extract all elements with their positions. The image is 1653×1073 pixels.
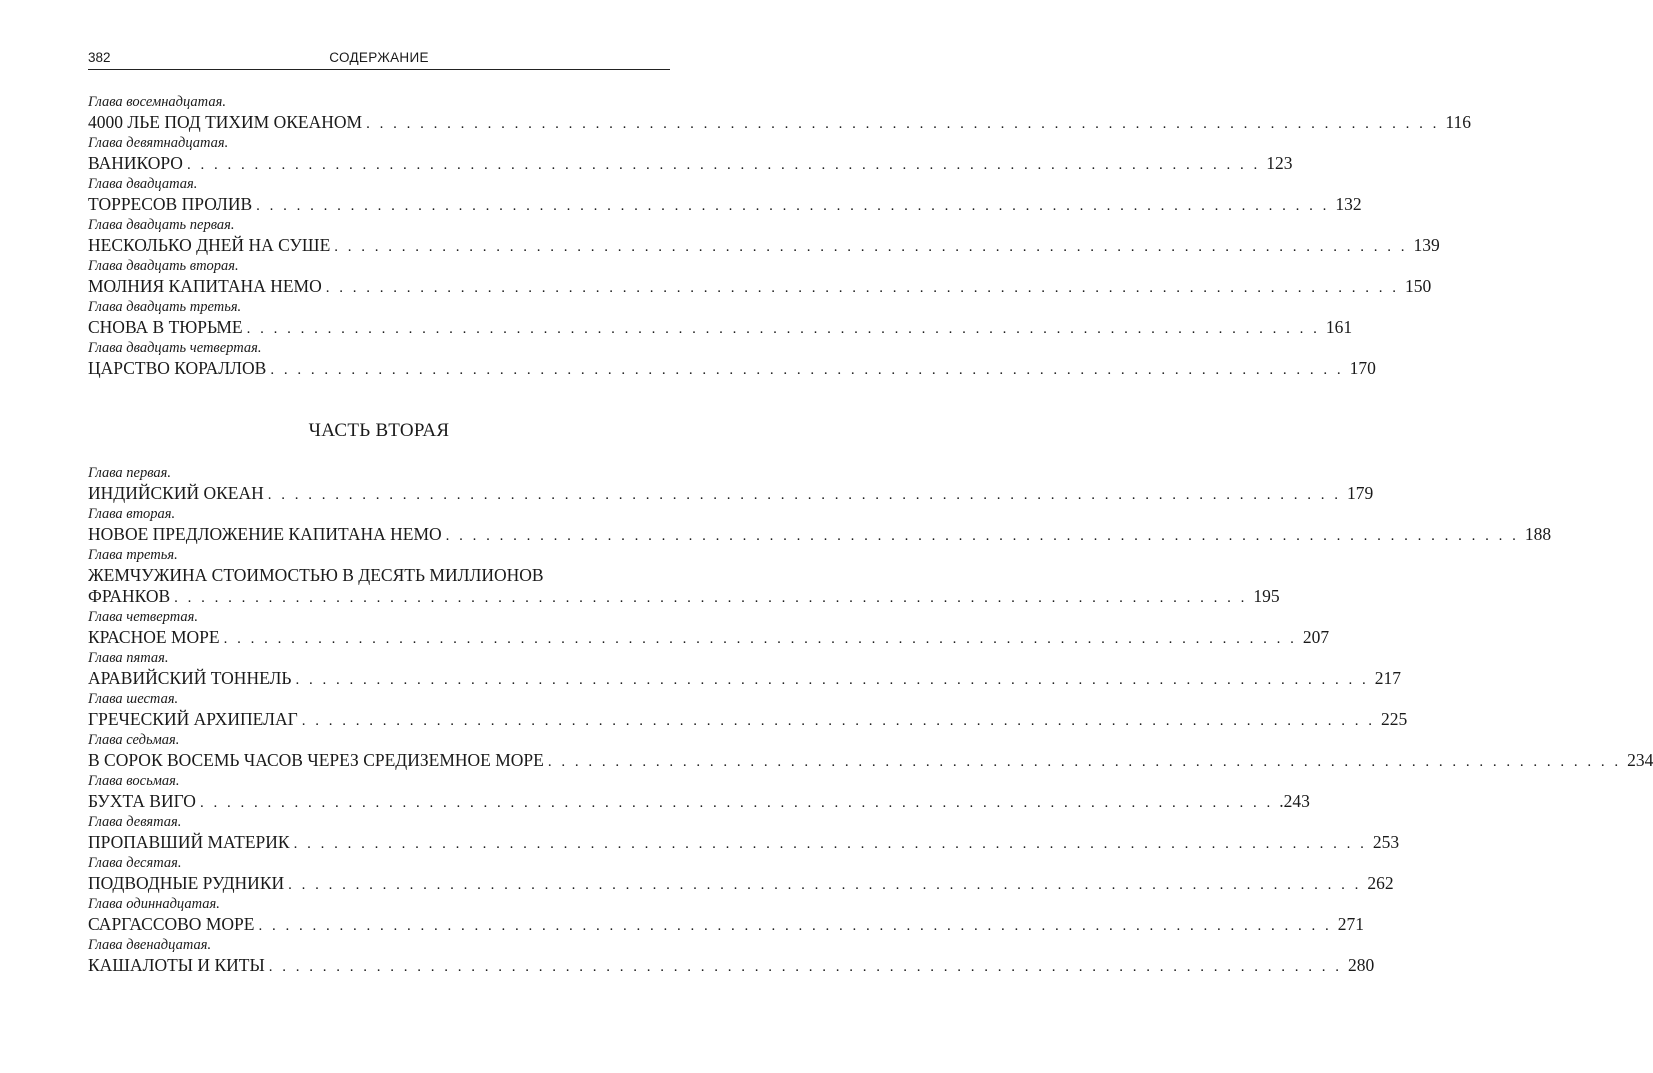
toc-entry bbox=[88, 133, 1293, 174]
dot-leader: . . . . . . . . . . . . . . . . . . . . . . . . . . . . . . . . . . . . . . . . . . . . . . . . . . . . . . . . . . . . . . . . . . . . . . . . . . . . . . . . bbox=[295, 672, 1369, 688]
chapter-title: КРАСНОЕ МОРЕ bbox=[88, 627, 220, 647]
part-two-heading: ЧАСТЬ ВТОРАЯ bbox=[308, 420, 450, 441]
page-ref: 188 bbox=[1524, 524, 1552, 544]
chapter-title-line1: ЖЕМЧУЖИНА СТОИМОСТЬЮ В ДЕСЯТЬ МИЛЛИОНОВ bbox=[88, 565, 544, 585]
page-number: 382 bbox=[88, 50, 111, 65]
dot-leader: . . . . . . . . . . . . . . . . . . . . . . . . . . . . . . . . . . . . . . . . . . . . . . . . . . . . . . . . . . . . . . . . . . . . . . . . . . . . . . . . bbox=[256, 198, 1330, 214]
chapter-title: НОВОЕ ПРЕДЛОЖЕНИЕ КАПИТАНА НЕМО bbox=[88, 524, 442, 544]
page-ref: 271 bbox=[1337, 914, 1364, 934]
toc-entry bbox=[88, 338, 1376, 379]
dot-leader: . . . . . . . . . . . . . . . . . . . . . . . . . . . . . . . . . . . . . . . . . . . . . . . . . . . . . . . . . . . . . . . . . . . . . . . . . . . . . . . . bbox=[174, 590, 1248, 606]
chapter-label: Глава седьмая. bbox=[88, 732, 180, 748]
toc-entry bbox=[88, 689, 1408, 730]
chapter-label: Глава восьмая. bbox=[88, 773, 180, 789]
toc-entry bbox=[88, 174, 1362, 215]
page-ref: 123 bbox=[1266, 153, 1293, 173]
chapter-title: СНОВА В ТЮРЬМЕ bbox=[88, 317, 243, 337]
header-rule bbox=[88, 69, 670, 70]
chapter-title: КАШАЛОТЫ И КИТЫ bbox=[88, 955, 265, 975]
dot-leader: . . . . . . . . . . . . . . . . . . . . . . . . . . . . . . . . . . . . . . . . . . . . . . . . . . . . . . . . . . . . . . . . . . . . . . . . . . . . . . . . bbox=[199, 795, 1274, 811]
dot-leader: . . . . . . . . . . . . . . . . . . . . . . . . . . . . . . . . . . . . . . . . . . . . . . . . . . . . . . . . . . . . . . . . . . . . . . . . . . . . . . . . bbox=[223, 631, 1297, 647]
chapter-title: ЦАРСТВО КОРАЛЛОВ bbox=[88, 358, 267, 378]
toc-entry bbox=[88, 648, 1401, 689]
chapter-label: Глава двадцать третья. bbox=[88, 299, 242, 315]
dot-leader: . . . . . . . . . . . . . . . . . . . . . . . . . . . . . . . . . . . . . . . . . . . . . . . . . . . . . . . . . . . . . . . . . . . . . . . . . . . . . . . . bbox=[267, 487, 1342, 503]
toc-entry bbox=[88, 771, 1310, 812]
page-ref: 280 bbox=[1347, 955, 1375, 975]
dot-leader: . . . . . . . . . . . . . . . . . . . . . . . . . . . . . . . . . . . . . . . . . . . . . . . . . . . . . . . . . . . . . . . . . . . . . . . . . . . . . . . . bbox=[334, 239, 1408, 255]
chapter-label: Глава восемнадцатая. bbox=[88, 94, 226, 110]
page-ref: 225 bbox=[1380, 709, 1408, 729]
page-ref: 132 bbox=[1335, 194, 1362, 214]
toc-entry bbox=[88, 853, 1394, 894]
toc-entry bbox=[88, 463, 1374, 504]
chapter-label: Глава девятая. bbox=[88, 814, 182, 830]
page-ref: 262 bbox=[1367, 873, 1394, 893]
dot-leader: . . . . . . . . . . . . . . . . . . . . . . . . . . . . . . . . . . . . . . . . . . . . . . . . . . . . . . . . . . . . . . . . . . . . . . . . . . . . . . . . bbox=[293, 836, 1367, 852]
chapter-title: МОЛНИЯ КАПИТАНА НЕМО bbox=[88, 276, 322, 296]
chapter-label: Глава пятая. bbox=[88, 650, 169, 666]
chapter-title: ФРАНКОВ bbox=[88, 586, 171, 606]
chapter-title: ГРЕЧЕСКИЙ АРХИПЕЛАГ bbox=[88, 709, 298, 729]
running-title: СОДЕРЖАНИЕ bbox=[329, 50, 429, 65]
toc-entry bbox=[88, 92, 1471, 133]
chapter-title: АРАВИЙСКИЙ ТОННЕЛЬ bbox=[88, 668, 292, 688]
chapter-label: Глава шестая. bbox=[88, 691, 179, 707]
page-ref: 207 bbox=[1302, 627, 1330, 647]
toc-part-one bbox=[88, 92, 1471, 379]
chapter-label: Глава третья. bbox=[88, 547, 178, 563]
chapter-label: Глава вторая. bbox=[88, 506, 176, 522]
page-ref: 179 bbox=[1347, 483, 1374, 503]
toc-entry bbox=[88, 935, 1375, 976]
toc-entry bbox=[88, 894, 1364, 935]
page-ref: 170 bbox=[1349, 358, 1376, 378]
chapter-label: Глава первая. bbox=[88, 465, 172, 481]
dot-leader: . . . . . . . . . . . . . . . . . . . . . . . . . . . . . . . . . . . . . . . . . . . . . . . . . . . . . . . . . . . . . . . . . . . . . . . . . . . . . . . . bbox=[366, 116, 1440, 132]
chapter-label: Глава двадцать первая. bbox=[88, 217, 235, 233]
page-ref: 116 bbox=[1445, 112, 1471, 132]
page-ref: .243 bbox=[1279, 791, 1310, 811]
dot-leader: . . . . . . . . . . . . . . . . . . . . . . . . . . . . . . . . . . . . . . . . . . . . . . . . . . . . . . . . . . . . . . . . . . . . . . . . . . . . . . . . bbox=[258, 918, 1332, 934]
toc-entry bbox=[88, 504, 1552, 545]
dot-leader: . . . . . . . . . . . . . . . . . . . . . . . . . . . . . . . . . . . . . . . . . . . . . . . . . . . . . . . . . . . . . . . . . . . . . . . . . . . . . . . . bbox=[288, 877, 1362, 893]
dot-leader: . . . . . . . . . . . . . . . . . . . . . . . . . . . . . . . . . . . . . . . . . . . . . . . . . . . . . . . . . . . . . . . . . . . . . . . . . . . . . . . . bbox=[186, 157, 1261, 173]
toc-part-two bbox=[88, 463, 1653, 976]
toc-entry bbox=[88, 730, 1653, 771]
page-header bbox=[88, 50, 670, 70]
page-ref: 253 bbox=[1372, 832, 1400, 852]
dot-leader: . . . . . . . . . . . . . . . . . . . . . . . . . . . . . . . . . . . . . . . . . . . . . . . . . . . . . . . . . . . . . . . . . . . . . . . . . . . . . . . . bbox=[445, 528, 1519, 544]
chapter-title: ПОДВОДНЫЕ РУДНИКИ bbox=[88, 873, 285, 893]
dot-leader: . . . . . . . . . . . . . . . . . . . . . . . . . . . . . . . . . . . . . . . . . . . . . . . . . . . . . . . . . . . . . . . . . . . . . . . . . . . . . . . . bbox=[325, 280, 1399, 296]
page-ref: 161 bbox=[1325, 317, 1353, 337]
chapter-title: 4000 ЛЬЕ ПОД ТИХИМ ОКЕАНОМ bbox=[88, 112, 363, 132]
chapter-label: Глава одиннадцатая. bbox=[88, 896, 220, 912]
page-ref: 234 bbox=[1627, 750, 1653, 770]
toc-entry bbox=[88, 256, 1432, 297]
page-ref: 195 bbox=[1253, 586, 1280, 606]
chapter-label: Глава десятая. bbox=[88, 855, 182, 871]
page-ref: 139 bbox=[1413, 235, 1440, 255]
dot-leader: . . . . . . . . . . . . . . . . . . . . . . . . . . . . . . . . . . . . . . . . . . . . . . . . . . . . . . . . . . . . . . . . . . . . . . . . . . . . . . . . bbox=[270, 362, 1344, 378]
toc-entry bbox=[88, 607, 1330, 648]
chapter-title: БУХТА ВИГО bbox=[88, 791, 196, 811]
dot-leader: . . . . . . . . . . . . . . . . . . . . . . . . . . . . . . . . . . . . . . . . . . . . . . . . . . . . . . . . . . . . . . . . . . . . . . . . . . . . . . . . bbox=[547, 754, 1622, 770]
chapter-label: Глава двадцать вторая. bbox=[88, 258, 239, 274]
chapter-label: Глава четвертая. bbox=[88, 609, 198, 625]
chapter-title: САРГАССОВО МОРЕ bbox=[88, 914, 255, 934]
toc-entry bbox=[88, 812, 1400, 853]
chapter-label: Глава двадцать четвертая. bbox=[88, 340, 262, 356]
toc-entry bbox=[88, 297, 1353, 338]
page-ref: 150 bbox=[1405, 276, 1432, 296]
chapter-title: ТОРРЕСОВ ПРОЛИВ bbox=[88, 194, 253, 214]
toc-entry bbox=[88, 215, 1440, 256]
page-ref: 217 bbox=[1374, 668, 1401, 688]
dot-leader: . . . . . . . . . . . . . . . . . . . . . . . . . . . . . . . . . . . . . . . . . . . . . . . . . . . . . . . . . . . . . . . . . . . . . . . . . . . . . . . . bbox=[301, 713, 1375, 729]
chapter-title: ВАНИКОРО bbox=[88, 153, 183, 173]
chapter-label: Глава девятнадцатая. bbox=[88, 135, 229, 151]
chapter-label: Глава двадцатая. bbox=[88, 176, 198, 192]
chapter-title: НЕСКОЛЬКО ДНЕЙ НА СУШЕ bbox=[88, 235, 331, 255]
chapter-title: В СОРОК ВОСЕМЬ ЧАСОВ ЧЕРЕЗ СРЕДИЗЕМНОЕ МОРЕ bbox=[88, 750, 544, 770]
chapter-label: Глава двенадцатая. bbox=[88, 937, 212, 953]
chapter-title: ИНДИЙСКИЙ ОКЕАН bbox=[88, 483, 264, 503]
chapter-title: ПРОПАВШИЙ МАТЕРИК bbox=[88, 832, 290, 852]
dot-leader: . . . . . . . . . . . . . . . . . . . . . . . . . . . . . . . . . . . . . . . . . . . . . . . . . . . . . . . . . . . . . . . . . . . . . . . . . . . . . . . . bbox=[246, 321, 1320, 337]
toc-entry bbox=[88, 545, 1280, 607]
dot-leader: . . . . . . . . . . . . . . . . . . . . . . . . . . . . . . . . . . . . . . . . . . . . . . . . . . . . . . . . . . . . . . . . . . . . . . . . . . . . . . . . bbox=[268, 959, 1342, 975]
